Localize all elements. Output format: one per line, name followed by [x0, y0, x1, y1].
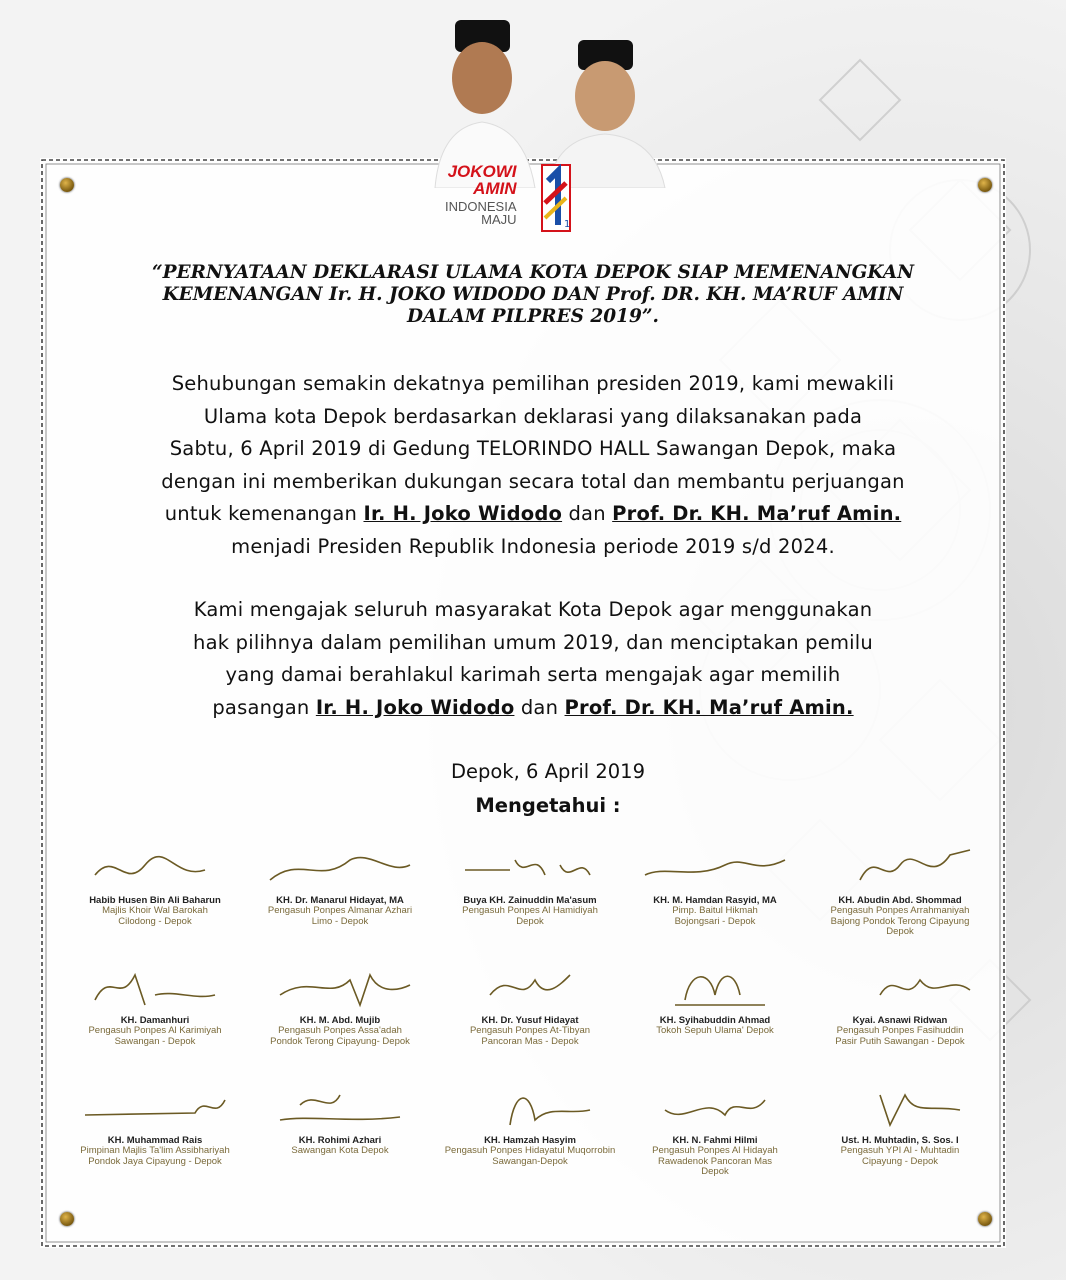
signature-block: [55, 845, 255, 927]
bolt-icon: [60, 1212, 74, 1226]
logo-number: 1: [564, 219, 571, 230]
bolt-icon: [60, 178, 74, 192]
signatory-name: KH. M. Hamdan Rasyid, MA: [653, 895, 777, 906]
text-fragment: dan: [514, 695, 565, 719]
support-paragraph: [50, 368, 1016, 563]
signatory-name: Habib Husen Bin Ali Baharun: [89, 895, 221, 906]
logo-line-amin: AMIN: [473, 179, 517, 198]
signature-block: [430, 965, 630, 1047]
signatory-location: Pondok Terong Cipayung- Depok: [270, 1035, 410, 1047]
signature-block: [430, 1085, 630, 1167]
handwritten-signature: [450, 1085, 610, 1135]
signatory-name: KH. Hamzah Hasyim: [484, 1135, 576, 1146]
signature-block: [800, 965, 1000, 1047]
logo-line-maju: MAJU: [481, 212, 517, 227]
acknowledged-label: Mengetahui :: [475, 794, 621, 817]
signature-block: [240, 1085, 440, 1157]
signatory-role: Pengasuh Ponpes At-Tibyan: [469, 1025, 591, 1036]
logo-line-indonesia: INDONESIA: [445, 199, 517, 214]
signature-block: [800, 1085, 1000, 1167]
handwritten-signature: [635, 965, 795, 1015]
signatory-location: Bojongsari - Depok: [674, 915, 756, 927]
signatory-name: Buya KH. Zainuddin Ma'asum: [463, 895, 597, 906]
signature-block: [55, 965, 255, 1047]
signatory-name: KH. Rohimi Azhari: [298, 1135, 382, 1146]
bolt-icon: [978, 178, 992, 192]
signatory-role: Pengasuh Ponpes Al Karimiyah: [88, 1025, 222, 1036]
signature-block: [240, 845, 440, 927]
handwritten-signature: [75, 845, 235, 895]
signature-block: [615, 845, 815, 927]
paragraph-line: yang damai berahlakul karimah serta mengajak agar memilih: [225, 663, 841, 686]
signatory-location-extra: Depok: [886, 926, 914, 937]
signature-block: [615, 1085, 815, 1178]
signature-block: [55, 1085, 255, 1167]
title-line: KEMENANGAN Ir. H. JOKO WIDODO DAN Prof. DR. KH. MA’RUF AMIN: [162, 284, 904, 305]
handwritten-signature: [260, 965, 420, 1015]
signatory-role: Tokoh Sepuh Ulama' Depok: [656, 1025, 774, 1036]
text-fragment: dan: [562, 502, 613, 525]
signatory-location: Cipayung - Depok: [861, 1155, 939, 1167]
handwritten-signature: [75, 965, 235, 1015]
handwritten-signature: [635, 1085, 795, 1135]
handwritten-signature: [260, 845, 420, 895]
signatory-role: Pengasuh Ponpes Arrahmaniyah: [830, 905, 970, 916]
signatory-role: Pengasuh Ponpes Almanar Azhari: [267, 905, 413, 916]
handwritten-signature: [820, 845, 980, 895]
signatory-role: Sawangan Kota Depok: [291, 1145, 389, 1156]
signature-block: [240, 965, 440, 1047]
signatory-role: Pengasuh Ponpes Al Hamidiyah: [462, 905, 598, 916]
declaration-title: [60, 262, 1006, 328]
paragraph-line: hak pilihnya dalam pemilihan umum 2019, dan menciptakan pemilu: [193, 630, 873, 654]
handwritten-signature: [820, 1085, 980, 1135]
appeal-paragraph: [50, 594, 1016, 724]
signature-block: [430, 845, 630, 927]
signatory-role: Pengasuh YPI Al - Muhtadin: [840, 1145, 960, 1156]
signatory-role: Pimpinan Majlis Ta'lim Assibhariyah: [80, 1145, 230, 1156]
text-fragment: pasangan: [212, 695, 316, 719]
handwritten-signature: [450, 965, 610, 1015]
signatory-location: Pondok Jaya Cipayung - Depok: [88, 1155, 222, 1167]
signatory-location: Sawangan-Depok: [492, 1155, 568, 1167]
signatory-location: Pasir Putih Sawangan - Depok: [835, 1035, 965, 1047]
candidate-name-joko: Ir. H. Joko Widodo: [315, 695, 515, 719]
signatory-location: Cilodong - Depok: [118, 915, 192, 927]
signatory-name: KH. M. Abd. Mujib: [299, 1015, 381, 1026]
paragraph-line: Sehubungan semakin dekatnya pemilihan presiden 2019, kami mewakili: [171, 372, 895, 395]
paragraph-line: [50, 692, 1016, 725]
campaign-logo: [400, 18, 670, 253]
candidate-name-maruf: Prof. Dr. KH. Ma’ruf Amin.: [612, 502, 902, 525]
title-line: DALAM PILPRES 2019”.: [406, 306, 659, 327]
paragraph-line: dengan ini memberikan dukungan secara total dan membantu perjuangan: [161, 469, 905, 493]
signatory-role: Pengasuh Ponpes Hidayatul Muqorrobin: [444, 1145, 616, 1156]
signatory-name: KH. Syihabuddin Ahmad: [659, 1015, 771, 1026]
signatory-name: KH. Dr. Manarul Hidayat, MA: [276, 895, 404, 906]
handwritten-signature: [260, 1085, 420, 1135]
candidate-name-maruf: Prof. Dr. KH. Ma’ruf Amin.: [564, 695, 854, 719]
signatory-name: KH. Damanhuri: [120, 1015, 190, 1026]
title-line: “PERNYATAAN DEKLARASI ULAMA KOTA DEPOK SIAP MEMENANGKAN: [151, 262, 915, 283]
signatory-name: KH. Dr. Yusuf Hidayat: [481, 1015, 579, 1026]
signature-block: [800, 845, 1000, 938]
text-fragment: untuk kemenangan: [164, 502, 364, 525]
handwritten-signature: [635, 845, 795, 895]
signatory-location: Bajong Pondok Terong Cipayung: [830, 915, 970, 927]
signatory-location-extra: Depok: [701, 1166, 729, 1177]
paragraph-line: menjadi Presiden Republik Indonesia periode 2019 s/d 2024.: [231, 534, 835, 558]
signatory-location: Rawadenok Pancoran Mas: [657, 1155, 773, 1167]
handwritten-signature: [75, 1085, 235, 1135]
signatory-role: Pengasuh Ponpes Assa'adah: [278, 1025, 402, 1036]
signatory-role: Pimp. Baitul Hikmah: [672, 905, 758, 916]
logo-wordmark: [445, 163, 517, 226]
paragraph-line: Ulama kota Depok berdasarkan deklarasi yang dilaksanakan pada: [203, 404, 863, 428]
handwritten-signature: [450, 845, 610, 895]
candidate-name-joko: Ir. H. Joko Widodo: [363, 502, 563, 525]
signatory-name: Ust. H. Muhtadin, S. Sos. I: [841, 1135, 959, 1146]
signatory-role: Pengasuh Ponpes Fasihuddin: [836, 1025, 964, 1036]
signature-block: [615, 965, 815, 1037]
signatory-location: Pancoran Mas - Depok: [481, 1035, 579, 1047]
logo-line-jokowi: JOKOWI: [447, 162, 517, 181]
signatory-name: KH. Muhammad Rais: [107, 1135, 203, 1146]
signatory-location: Depok: [516, 915, 544, 927]
number-one-icon: [540, 163, 572, 233]
signatory-role: Majlis Khoir Wal Barokah: [102, 905, 208, 916]
signatory-role: Pengasuh Ponpes Al Hidayah: [652, 1145, 778, 1156]
paragraph-line: Sabtu, 6 April 2019 di Gedung TELORINDO HALL Sawangan Depok, maka: [169, 437, 897, 460]
handwritten-signature: [820, 965, 980, 1015]
paragraph-line: [50, 498, 1016, 531]
signatory-location: Limo - Depok: [311, 915, 369, 927]
paragraph-line: Kami mengajak seluruh masyarakat Kota Depok agar menggunakan: [193, 598, 873, 621]
signatory-name: KH. N. Fahmi Hilmi: [672, 1135, 758, 1146]
bolt-icon: [978, 1212, 992, 1226]
place-date: Depok, 6 April 2019: [450, 760, 645, 783]
signatory-name: Kyai. Asnawi Ridwan: [852, 1015, 948, 1026]
signatory-name: KH. Abudin Abd. Shommad: [838, 895, 962, 906]
signatory-location: Sawangan - Depok: [114, 1035, 196, 1047]
